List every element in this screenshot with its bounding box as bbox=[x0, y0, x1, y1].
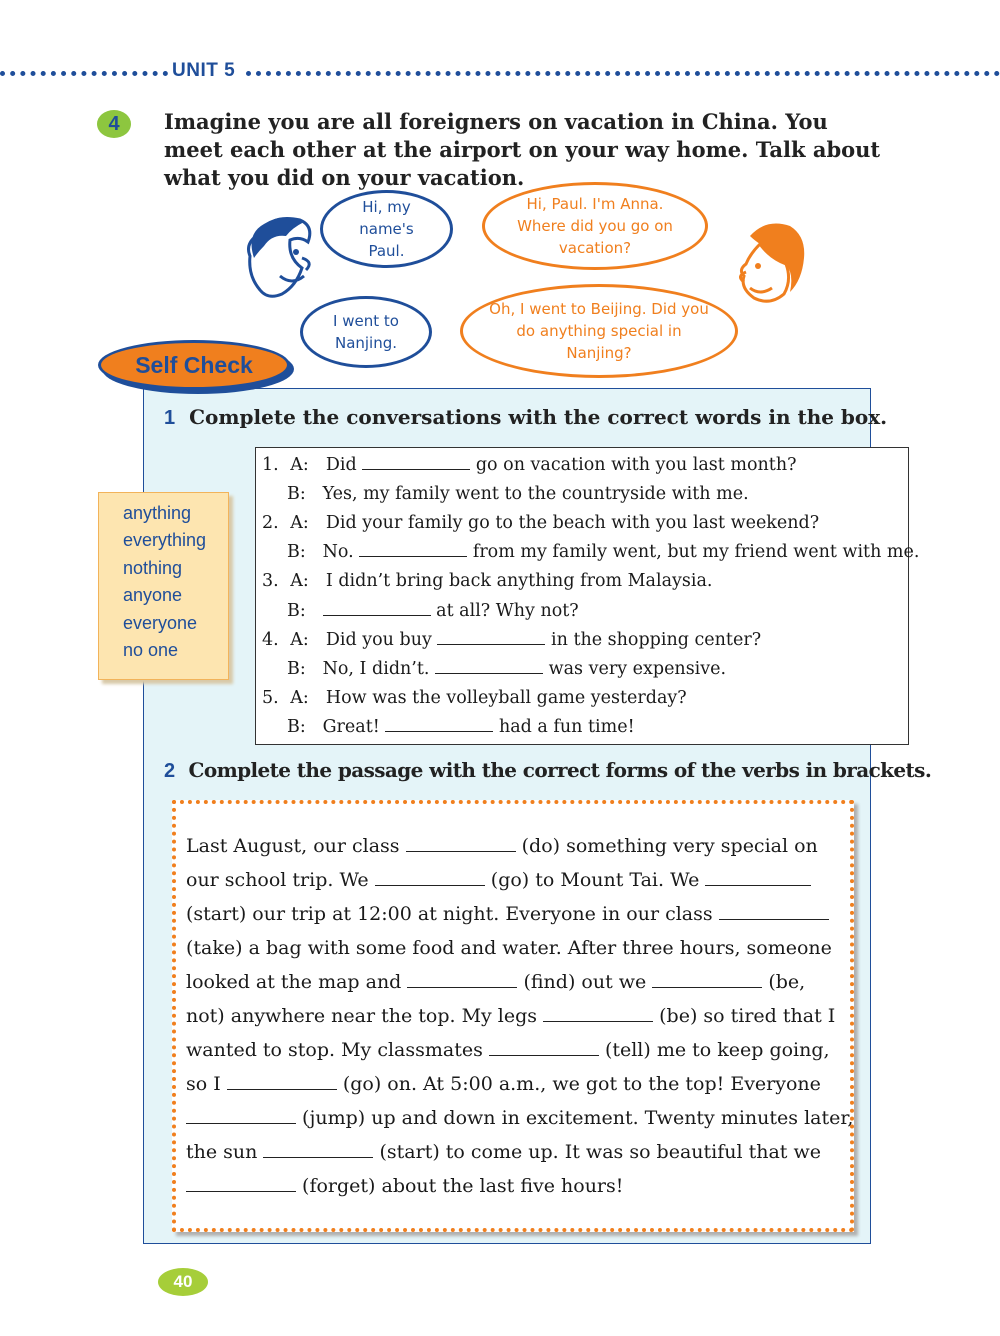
speech-bubble-anna-greeting: Hi, Paul. I'm Anna. Where did you go on vacation? bbox=[482, 182, 708, 270]
answer-blank[interactable] bbox=[263, 1143, 373, 1158]
passage-line bbox=[186, 835, 818, 857]
speaker-label: A: bbox=[290, 513, 309, 533]
passage-text: not) anywhere near the top. My legs bbox=[186, 1005, 538, 1027]
line-text: at all? Why not? bbox=[436, 601, 579, 621]
passage-text: Last August, our class bbox=[186, 835, 400, 857]
passage-text: the sun bbox=[186, 1141, 258, 1163]
line-text: Did bbox=[325, 455, 357, 475]
answer-blank[interactable] bbox=[437, 630, 545, 645]
conversation-line bbox=[262, 630, 761, 650]
line-text: had a fun time! bbox=[498, 717, 635, 737]
answer-blank[interactable] bbox=[186, 1177, 296, 1192]
word-item: anything bbox=[123, 503, 192, 523]
line-text: No. bbox=[322, 542, 354, 562]
passage-line bbox=[186, 1039, 830, 1061]
header-dots-right bbox=[246, 71, 1000, 76]
speaker-label: B: bbox=[287, 484, 306, 504]
speech-bubble-anna-beijing: Oh, I went to Beijing. Did you do anything special in Nanjing? bbox=[460, 284, 738, 378]
line-text: Yes, my family went to the countryside with me. bbox=[322, 484, 749, 504]
line-text: was very expensive. bbox=[548, 659, 727, 679]
passage-text: (jump) up and down in excitement. Twenty minutes later, bbox=[302, 1107, 854, 1129]
passage-line bbox=[186, 869, 811, 891]
passage-text: wanted to stop. My classmates bbox=[186, 1039, 483, 1061]
word-item: everyone bbox=[123, 612, 198, 633]
line-number: 3. bbox=[262, 571, 279, 591]
passage-text: (be) so tired that I bbox=[659, 1005, 836, 1027]
section-4-instruction: Imagine you are all foreigners on vacation in China. You meet each other at the airport on your way home. Talk about what you did on your vacation. bbox=[164, 109, 881, 190]
line-number: 4. bbox=[262, 630, 279, 650]
word-item: no one bbox=[123, 639, 179, 660]
word-item: everything bbox=[123, 530, 207, 551]
passage-line bbox=[186, 1073, 821, 1095]
answer-blank[interactable] bbox=[362, 455, 470, 470]
passage-text: (start) our trip at 12:00 at night. Everyone in our class bbox=[186, 903, 713, 925]
conversation-line bbox=[287, 484, 749, 504]
passage-line bbox=[186, 1175, 623, 1197]
conversation-line bbox=[287, 659, 726, 679]
passage-line bbox=[186, 903, 829, 925]
line-text: from my family went, but my friend went with me. bbox=[472, 542, 920, 562]
exercise-1-heading bbox=[164, 405, 887, 430]
speaker-label: B: bbox=[287, 659, 306, 679]
speaker-label: A: bbox=[290, 571, 309, 591]
passage-text: (tell) me to keep going, bbox=[604, 1039, 830, 1061]
speaker-label: B: bbox=[287, 542, 306, 562]
speaker-label: B: bbox=[287, 717, 306, 737]
answer-blank[interactable] bbox=[406, 837, 516, 852]
speaker-label: A: bbox=[290, 630, 309, 650]
self-check-title: Self Check bbox=[98, 340, 290, 390]
paul-face-icon bbox=[242, 212, 320, 304]
answer-blank[interactable] bbox=[359, 542, 467, 557]
line-number: 2. bbox=[262, 513, 279, 533]
speech-bubble-paul-nanjing: I went to Nanjing. bbox=[300, 296, 432, 368]
speaker-label: B: bbox=[287, 601, 306, 621]
word-box bbox=[98, 492, 229, 680]
section-4-badge: 4 bbox=[97, 110, 131, 138]
answer-blank[interactable] bbox=[705, 871, 811, 886]
passage-text: (go) to Mount Tai. We bbox=[490, 869, 700, 891]
speaker-label: A: bbox=[290, 455, 309, 475]
line-text: I didn’t bring back anything from Malaysia. bbox=[325, 571, 713, 591]
answer-blank[interactable] bbox=[227, 1075, 337, 1090]
line-number: 1. bbox=[262, 455, 279, 475]
anna-face-icon bbox=[720, 214, 808, 314]
exercise-2-number: 2 bbox=[164, 760, 175, 782]
line-text: Did your family go to the beach with you last weekend? bbox=[325, 513, 820, 533]
conversation-line bbox=[287, 542, 919, 562]
word-item: nothing bbox=[123, 557, 183, 578]
passage-line bbox=[186, 1005, 835, 1027]
page-number: 40 bbox=[158, 1268, 208, 1296]
line-text: Did you buy bbox=[325, 630, 432, 650]
answer-blank[interactable] bbox=[186, 1109, 296, 1124]
passage-text: (be, bbox=[768, 971, 806, 993]
passage-line bbox=[186, 937, 832, 959]
word-item: anyone bbox=[123, 585, 183, 606]
passage-text: (find) out we bbox=[523, 971, 647, 993]
line-number: 5. bbox=[262, 688, 279, 708]
passage-text: (do) something very special on bbox=[521, 835, 818, 857]
answer-blank[interactable] bbox=[652, 973, 762, 988]
passage-text: so I bbox=[186, 1073, 221, 1095]
passage-line bbox=[186, 971, 805, 993]
conversation-line bbox=[287, 601, 579, 621]
conversation-line bbox=[262, 455, 796, 475]
exercise-2-instruction: Complete the passage with the correct forms of the verbs in brackets. bbox=[188, 758, 932, 782]
passage-line bbox=[186, 1141, 821, 1163]
passage-line bbox=[186, 1107, 853, 1129]
passage-text: looked at the map and bbox=[186, 971, 402, 993]
passage-text: our school trip. We bbox=[186, 869, 369, 891]
answer-blank[interactable] bbox=[543, 1007, 653, 1022]
line-text: How was the volleyball game yesterday? bbox=[325, 688, 687, 708]
answer-blank[interactable] bbox=[719, 905, 829, 920]
line-text: No, I didn’t. bbox=[322, 659, 430, 679]
passage-text: (forget) about the last five hours! bbox=[302, 1175, 624, 1197]
answer-blank[interactable] bbox=[385, 717, 493, 732]
exercise-1-instruction: Complete the conversations with the correct words in the box. bbox=[189, 405, 888, 429]
answer-blank[interactable] bbox=[435, 659, 543, 674]
unit-title: UNIT 5 bbox=[172, 60, 236, 81]
exercise-2-heading bbox=[164, 758, 931, 783]
conversation-line bbox=[262, 513, 819, 533]
speaker-label: A: bbox=[290, 688, 309, 708]
passage-text: (take) a bag with some food and water. After three hours, someone bbox=[186, 937, 832, 959]
header-dots-left bbox=[0, 71, 168, 76]
conversation-line bbox=[262, 571, 712, 591]
line-text: in the shopping center? bbox=[551, 630, 762, 650]
speech-bubble-paul-greeting: Hi, my name's Paul. bbox=[320, 190, 453, 268]
answer-blank[interactable] bbox=[323, 601, 431, 616]
answer-blank[interactable] bbox=[489, 1041, 599, 1056]
conversation-line bbox=[287, 717, 635, 737]
exercise-1-number: 1 bbox=[164, 407, 176, 429]
line-text: go on vacation with you last month? bbox=[475, 455, 797, 475]
answer-blank[interactable] bbox=[407, 973, 517, 988]
line-text: Great! bbox=[322, 717, 380, 737]
conversation-line bbox=[262, 688, 687, 708]
passage-text: (start) to come up. It was so beautiful that we bbox=[379, 1141, 821, 1163]
answer-blank[interactable] bbox=[375, 871, 485, 886]
passage-text: (go) on. At 5:00 a.m., we got to the top! Everyone bbox=[342, 1073, 821, 1095]
